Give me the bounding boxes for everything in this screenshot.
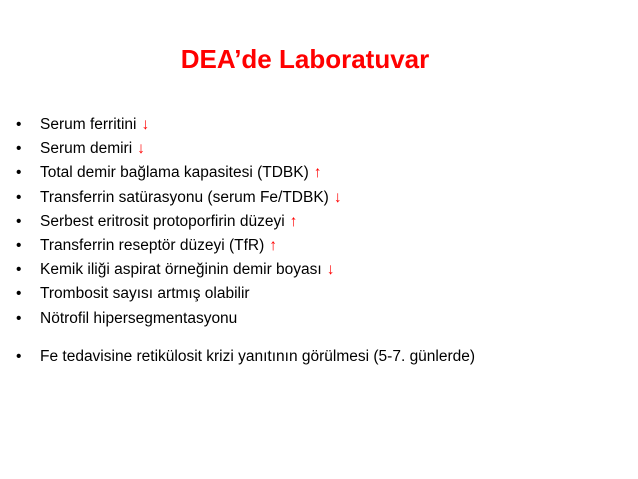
bullet-list [16, 113, 631, 369]
list-item-text: Fe tedavisine retikülosit krizi yanıtının görülmesi (5-7. günlerde) [40, 347, 476, 365]
bullet-icon: • [16, 212, 22, 230]
bullet-icon: • [16, 188, 22, 206]
bullet-icon: • [16, 309, 22, 327]
list-item-text: Nötrofil hipersegmentasyonu [40, 309, 238, 327]
list-item [16, 345, 631, 369]
list-item-text: Trombosit sayısı artmış olabilir [40, 285, 250, 303]
list-item [16, 113, 631, 137]
list-item [16, 210, 631, 234]
list-item [16, 137, 631, 161]
arrow-down-icon: ↓ [326, 261, 335, 279]
bullet-icon: • [16, 347, 22, 365]
list-item [16, 258, 631, 282]
arrow-up-icon: ↑ [313, 164, 322, 182]
arrow-down-icon: ↓ [137, 140, 145, 158]
arrow-up-icon: ↑ [269, 237, 277, 255]
arrow-down-icon: ↓ [333, 188, 342, 206]
list-item-text: Serum ferritini [40, 116, 137, 133]
bullet-icon: • [16, 164, 22, 182]
list-item-text: Total demir bağlama kapasitesi (TDBK) [40, 164, 309, 182]
list-item-text: Transferrin reseptör düzeyi (TfR) [40, 237, 265, 255]
arrow-down-icon: ↓ [141, 116, 150, 133]
list-item-text: Kemik iliği aspirat örneğinin demir boyası [40, 261, 322, 279]
bullet-icon: • [16, 261, 22, 279]
list-item [16, 186, 631, 210]
slide-title: DEA’de Laboratuvar [180, 44, 430, 74]
list-item [16, 161, 631, 185]
list-item [16, 282, 631, 306]
bullet-icon: • [16, 140, 22, 158]
list-item [16, 307, 631, 331]
bullet-icon: • [16, 116, 22, 133]
bullet-icon: • [16, 237, 22, 255]
list-item-text: Serbest eritrosit protoporfirin düzeyi [40, 212, 285, 230]
list-item-text: Serum demiri [40, 140, 133, 158]
list-item-text: Transferrin satürasyonu (serum Fe/TDBK) [40, 188, 329, 206]
arrow-up-icon: ↑ [289, 212, 298, 230]
bullet-icon: • [16, 285, 22, 303]
list-item [16, 234, 631, 258]
